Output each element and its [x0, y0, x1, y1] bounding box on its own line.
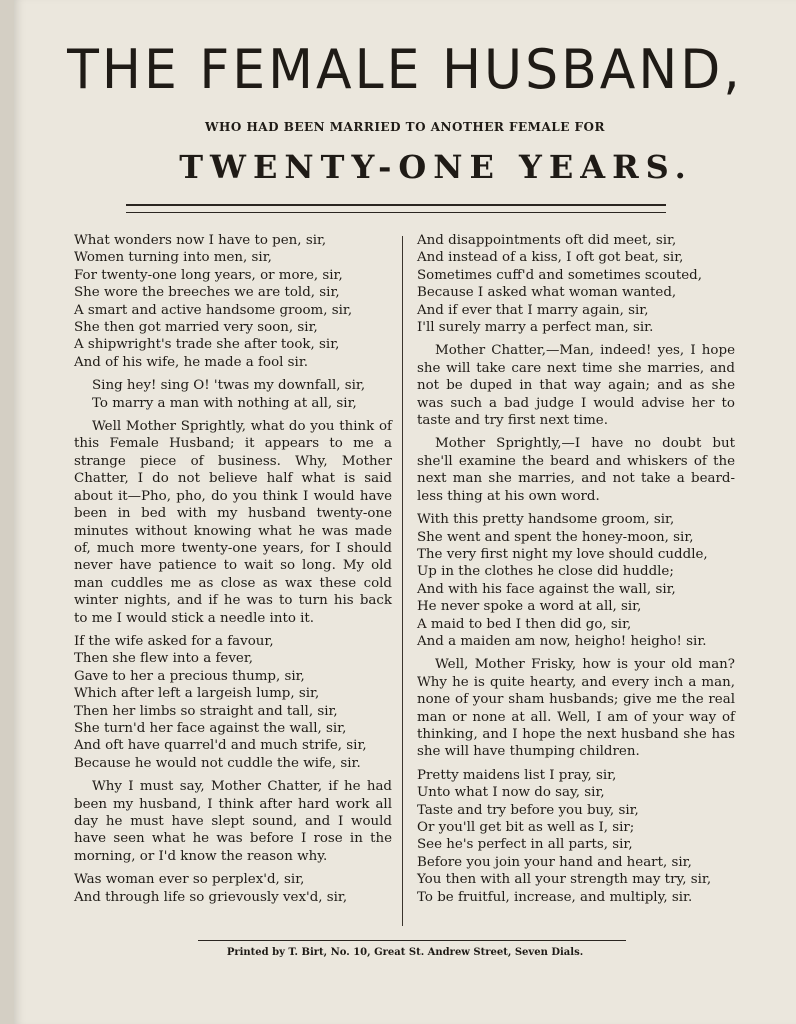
chorus [74, 377, 392, 412]
verse-line: He never spoke a word at all, sir, [417, 599, 642, 615]
verse-1 [74, 232, 392, 371]
verse-line: She went and spent the honey-moon, sir, [417, 529, 694, 545]
page-title: THE FEMALE HUSBAND, [67, 38, 743, 102]
verse-line: And through life so grievously vex'd, sir, [74, 889, 348, 905]
page-subtitle-large: TWENTY-ONE YEARS. [179, 148, 693, 186]
verse-5 [417, 511, 735, 650]
verse-line: A shipwright's trade she after took, sir, [74, 337, 340, 353]
verse-line: What wonders now I have to pen, sir, [74, 233, 327, 248]
chorus-line: To marry a man with nothing at all, sir, [92, 395, 357, 411]
printer-imprint: Printed by T. Birt, No. 10, Great St. Andrew Street, Seven Dials. [226, 947, 584, 958]
prose-paragraph: Mother Sprightly,—I have no doubt but she'll examine the beard and whiskers of the next man she marries, and not take a beard-less thing at his own word. [417, 436, 735, 504]
title-rule [126, 204, 666, 213]
verse-line: I'll surely marry a perfect man, sir. [417, 320, 654, 336]
verse-line: Gave to her a precious thump, sir, [74, 668, 305, 684]
verse-line: Sometimes cuff'd and sometimes scouted, [417, 267, 703, 283]
verse-line: Taste and try before you buy, sir, [417, 802, 639, 818]
page-subtitle: WHO HAD BEEN MARRIED TO ANOTHER FEMALE FOR [205, 120, 605, 134]
prose-paragraph: Well Mother Sprightly, what do you think of this Female Husband; it appears to me a strange piece of business. Why, Mother Chatter, I do not believe half what is said about it—Pho, pho, do you think I would have been in bed with my husband twenty-one minutes without knowing what he was made of, much more twenty-one years, for I should never have patience to wait so long. My old man cuddles me as close as wax these cold winter nights, and if he was to turn his back to me I would stick a needle into it. [74, 419, 392, 626]
verse-2 [74, 633, 392, 772]
verse-line: She wore the breeches we are told, sir, [74, 285, 340, 301]
prose-paragraph: Mother Chatter,—Man, indeed! yes, I hope she will take care next time she marries, and not be duped in that way again; and as she was such a bad judge I would advise her to taste and try first next time. [417, 343, 735, 429]
verse-line: And oft have quarrel'd and much strife, sir, [74, 738, 367, 754]
verse-3 [74, 871, 392, 906]
verse-line: Women turning into men, sir, [74, 250, 272, 266]
verse-line: If the wife asked for a favour, [74, 633, 274, 649]
verse-line: She turn'd her face against the wall, sir, [74, 720, 347, 736]
verse-4 [417, 232, 735, 336]
verse-line: Pretty maidens list I pray, sir, [417, 767, 617, 783]
verse-line: And a maiden am now, heigho! heigho! sir. [417, 633, 707, 649]
verse-line: For twenty-one long years, or more, sir, [74, 267, 343, 283]
verse-line: Up in the clothes he close did huddle; [417, 564, 674, 580]
verse-line: And if ever that I marry again, sir, [417, 302, 649, 318]
verse-line: A smart and active handsome groom, sir, [74, 302, 353, 318]
verse-line: Then her limbs so straight and tall, sir, [74, 703, 338, 719]
verse-line: The very first night my love should cuddle, [417, 546, 708, 562]
broadside-page [14, 0, 796, 1024]
verse-6 [417, 767, 735, 906]
chorus-line: Sing hey! sing O! 'twas my downfall, sir, [92, 378, 366, 394]
verse-line: Then she flew into a fever, [74, 651, 254, 667]
verse-line: Or you'll get bit as well as I, sir; [417, 820, 635, 835]
verse-line: Unto what I now do say, sir, [417, 785, 605, 801]
left-column [74, 232, 392, 912]
verse-line: Because I asked what woman wanted, [417, 285, 677, 301]
verse-line: To be fruitful, increase, and multiply, sir. [417, 889, 693, 905]
verse-line: Because he would not cuddle the wife, sir. [74, 755, 361, 771]
verse-line: She then got married very soon, sir, [74, 320, 318, 336]
verse-line: A maid to bed I then did go, sir, [417, 616, 632, 632]
verse-line: You then with all your strength may try, sir, [417, 872, 712, 888]
verse-line: With this pretty handsome groom, sir, [417, 512, 675, 528]
verse-line: And instead of a kiss, I oft got beat, sir, [417, 250, 684, 266]
verse-line: And disappointments oft did meet, sir, [417, 233, 677, 248]
verse-line: Before you join your hand and heart, sir, [417, 854, 692, 870]
prose-paragraph: Why I must say, Mother Chatter, if he had been my husband, I think after hard work all day he must have slept sound, and I would have seen what he was before I rose in the morning, or I'd know the reason why. [74, 779, 392, 864]
column-divider [402, 236, 403, 926]
verse-line: And with his face against the wall, sir, [417, 581, 676, 597]
verse-line: And of his wife, he made a fool sir. [74, 354, 309, 370]
right-column [417, 232, 735, 912]
footer-rule [198, 940, 626, 941]
verse-line: See he's perfect in all parts, sir, [417, 837, 633, 853]
verse-line: Which after left a largeish lump, sir, [74, 686, 320, 702]
verse-line: Was woman ever so perplex'd, sir, [74, 872, 305, 888]
prose-paragraph: Well, Mother Frisky, how is your old man? Why he is quite hearty, and every inch a man, none of your sham husbands; give me the real man or none at all. Well, I am of your way of thinking, and I hope the next husband she has she will have thumping children. [417, 657, 735, 760]
